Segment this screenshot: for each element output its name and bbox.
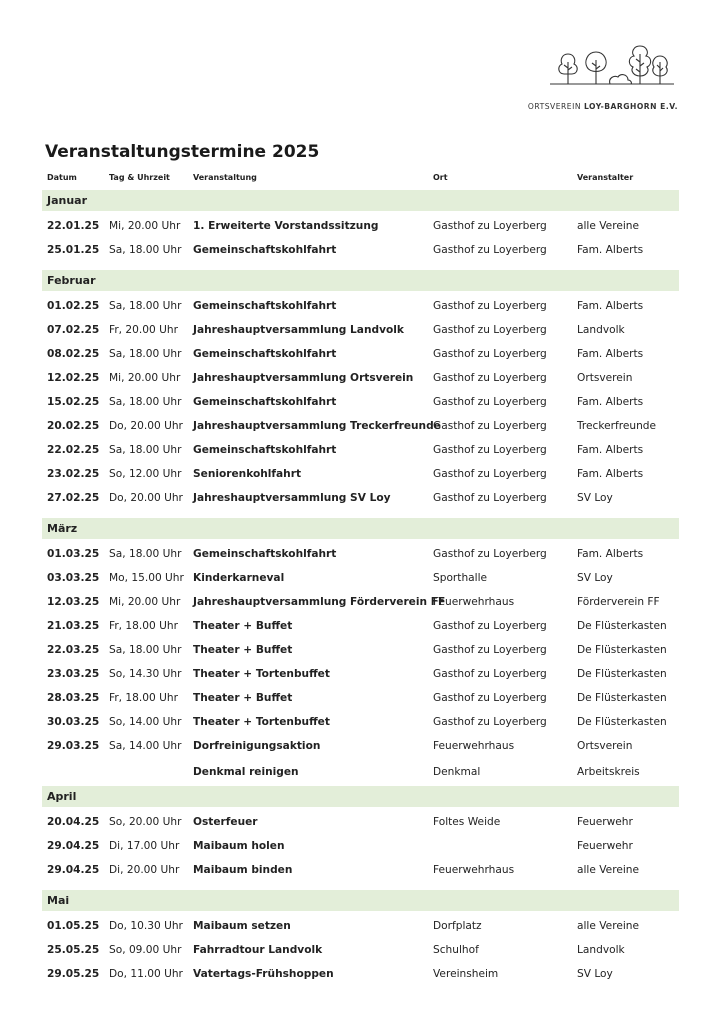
table-row	[42, 615, 679, 639]
event-name: Gemeinschaftskohlfahrt	[193, 244, 337, 256]
column-header-place: Ort	[433, 173, 448, 182]
event-time: Mo, 15.00 Uhr	[109, 572, 184, 584]
page-title: Veranstaltungstermine 2025	[45, 142, 320, 162]
event-time: So, 14.30 Uhr	[109, 668, 182, 680]
event-host: De Flüsterkasten	[577, 644, 667, 656]
event-place: Denkmal	[433, 766, 481, 778]
table-row	[42, 915, 679, 939]
event-time: Fr, 20.00 Uhr	[109, 324, 178, 336]
column-header-host: Veranstalter	[577, 173, 634, 182]
event-date: 03.03.25	[47, 572, 100, 584]
event-time: Fr, 18.00 Uhr	[109, 620, 178, 632]
event-date: 29.05.25	[47, 968, 100, 980]
event-time: Do, 10.30 Uhr	[109, 920, 183, 932]
event-place: Gasthof zu Loyerberg	[433, 644, 547, 656]
event-host: Landvolk	[577, 324, 625, 336]
event-host: Fam. Alberts	[577, 300, 644, 312]
event-name: Seniorenkohlfahrt	[193, 468, 302, 480]
month-heading: Mai	[42, 890, 679, 911]
month-section	[42, 270, 679, 511]
event-place: Feuerwehrhaus	[433, 596, 515, 608]
event-name: Theater + Buffet	[193, 692, 293, 704]
event-host: De Flüsterkasten	[577, 692, 667, 704]
event-date: 20.02.25	[47, 420, 100, 432]
event-time: Do, 11.00 Uhr	[109, 968, 183, 980]
table-row	[42, 319, 679, 343]
table-row	[42, 367, 679, 391]
event-name: Jahreshauptversammlung Ortsverein	[193, 372, 414, 384]
table-row	[42, 463, 679, 487]
table-row	[42, 835, 679, 859]
event-host: Förderverein FF	[577, 596, 660, 608]
event-name: Maibaum holen	[193, 840, 285, 852]
event-date: 20.04.25	[47, 816, 100, 828]
event-date: 23.03.25	[47, 668, 100, 680]
org-prefix: ORTSVEREIN	[527, 102, 582, 111]
event-name: Kinderkarneval	[193, 572, 285, 584]
event-time: Do, 20.00 Uhr	[109, 420, 183, 432]
table-row	[42, 663, 679, 687]
event-time: Sa, 18.00 Uhr	[109, 300, 182, 312]
event-time: So, 14.00 Uhr	[109, 716, 182, 728]
event-date: 07.02.25	[47, 324, 100, 336]
event-place: Gasthof zu Loyerberg	[433, 668, 547, 680]
event-time: Sa, 18.00 Uhr	[109, 244, 182, 256]
event-time: So, 09.00 Uhr	[109, 944, 182, 956]
table-row	[42, 239, 679, 263]
table-row	[42, 591, 679, 615]
table-row	[42, 343, 679, 367]
event-name: Theater + Buffet	[193, 620, 293, 632]
event-time: So, 20.00 Uhr	[109, 816, 182, 828]
month-section	[42, 518, 679, 779]
event-time: Sa, 18.00 Uhr	[109, 644, 182, 656]
table-row	[42, 415, 679, 439]
event-name: Gemeinschaftskohlfahrt	[193, 396, 337, 408]
event-name: Osterfeuer	[193, 816, 258, 828]
event-date: 27.02.25	[47, 492, 100, 504]
event-host: Ortsverein	[577, 740, 633, 752]
event-place: Gasthof zu Loyerberg	[433, 220, 547, 232]
event-time: Mi, 20.00 Uhr	[109, 596, 181, 608]
event-time: Di, 20.00 Uhr	[109, 864, 180, 876]
event-host: De Flüsterkasten	[577, 668, 667, 680]
event-place: Dorfplatz	[433, 920, 482, 932]
table-row	[42, 487, 679, 511]
event-date: 28.03.25	[47, 692, 100, 704]
event-name: Gemeinschaftskohlfahrt	[193, 348, 337, 360]
table-row	[42, 543, 679, 567]
event-date: 01.02.25	[47, 300, 100, 312]
event-host: Fam. Alberts	[577, 244, 644, 256]
event-date: 08.02.25	[47, 348, 100, 360]
event-date: 12.02.25	[47, 372, 100, 384]
event-place: Gasthof zu Loyerberg	[433, 324, 547, 336]
event-host: alle Vereine	[577, 220, 640, 232]
event-host: alle Vereine	[577, 864, 640, 876]
event-time: Di, 17.00 Uhr	[109, 840, 180, 852]
month-sections	[42, 190, 679, 987]
event-host: De Flüsterkasten	[577, 620, 667, 632]
event-time: Mi, 20.00 Uhr	[109, 220, 181, 232]
event-place: Gasthof zu Loyerberg	[433, 492, 547, 504]
event-name: Theater + Tortenbuffet	[193, 668, 330, 680]
table-row	[42, 859, 679, 883]
event-host: De Flüsterkasten	[577, 716, 667, 728]
event-date: 22.02.25	[47, 444, 100, 456]
event-host: Landvolk	[577, 944, 625, 956]
table-row	[42, 295, 679, 319]
event-date: 22.03.25	[47, 644, 100, 656]
column-header-time: Tag & Uhrzeit	[109, 173, 170, 182]
event-name: Theater + Tortenbuffet	[193, 716, 330, 728]
table-row	[42, 711, 679, 735]
month-heading: April	[42, 786, 679, 807]
event-name: Jahreshauptversammlung SV Loy	[193, 492, 391, 504]
event-name: Vatertags-Frühshoppen	[193, 968, 334, 980]
event-date: 30.03.25	[47, 716, 100, 728]
table-row	[42, 567, 679, 591]
event-host: SV Loy	[577, 572, 613, 584]
month-section	[42, 190, 679, 263]
event-date: 01.03.25	[47, 548, 100, 560]
event-name: Dorfreinigungsaktion	[193, 740, 321, 752]
event-host: Fam. Alberts	[577, 444, 644, 456]
event-date: 29.04.25	[47, 840, 100, 852]
table-row	[42, 639, 679, 663]
event-place: Foltes Weide	[433, 816, 501, 828]
month-heading: Januar	[42, 190, 679, 211]
event-host: Fam. Alberts	[577, 548, 644, 560]
table-row	[42, 391, 679, 415]
table-header	[42, 168, 679, 190]
event-date: 29.03.25	[47, 740, 100, 752]
event-host: Arbeitskreis	[577, 766, 640, 778]
event-place: Gasthof zu Loyerberg	[433, 548, 547, 560]
trees-logo-icon	[548, 42, 676, 92]
event-place: Gasthof zu Loyerberg	[433, 620, 547, 632]
column-header-date: Datum	[47, 173, 77, 182]
event-date: 25.01.25	[47, 244, 100, 256]
event-name: Gemeinschaftskohlfahrt	[193, 444, 337, 456]
table-row	[42, 939, 679, 963]
event-place: Schulhof	[433, 944, 479, 956]
event-host: Fam. Alberts	[577, 348, 644, 360]
month-section	[42, 890, 679, 987]
event-host: Feuerwehr	[577, 816, 633, 828]
event-place: Gasthof zu Loyerberg	[433, 372, 547, 384]
table-row	[42, 687, 679, 711]
event-place: Gasthof zu Loyerberg	[433, 716, 547, 728]
month-heading: März	[42, 518, 679, 539]
event-time: Sa, 18.00 Uhr	[109, 548, 182, 560]
organization-name	[528, 102, 678, 111]
event-time: Sa, 18.00 Uhr	[109, 348, 182, 360]
event-place: Gasthof zu Loyerberg	[433, 692, 547, 704]
event-name: Gemeinschaftskohlfahrt	[193, 300, 337, 312]
event-name: Fahrradtour Landvolk	[193, 944, 323, 956]
event-name: 1. Erweiterte Vorstandssitzung	[193, 220, 379, 232]
event-date: 15.02.25	[47, 396, 100, 408]
event-place: Gasthof zu Loyerberg	[433, 444, 547, 456]
event-place: Feuerwehrhaus	[433, 864, 515, 876]
event-date: 25.05.25	[47, 944, 100, 956]
event-host: Fam. Alberts	[577, 396, 644, 408]
event-name: Jahreshauptversammlung Landvolk	[193, 324, 404, 336]
event-place: Feuerwehrhaus	[433, 740, 515, 752]
event-date: 12.03.25	[47, 596, 100, 608]
event-time: Fr, 18.00 Uhr	[109, 692, 178, 704]
event-time: Sa, 18.00 Uhr	[109, 444, 182, 456]
events-table	[42, 168, 679, 994]
table-row	[42, 735, 679, 779]
month-heading: Februar	[42, 270, 679, 291]
event-host: Treckerfreunde	[577, 420, 657, 432]
event-time: Sa, 18.00 Uhr	[109, 396, 182, 408]
column-header-event: Veranstaltung	[193, 173, 257, 182]
event-host: Fam. Alberts	[577, 468, 644, 480]
month-section	[42, 786, 679, 883]
event-place: Gasthof zu Loyerberg	[433, 348, 547, 360]
event-date: 22.01.25	[47, 220, 100, 232]
event-time: So, 12.00 Uhr	[109, 468, 182, 480]
event-date: 29.04.25	[47, 864, 100, 876]
table-row	[42, 963, 679, 987]
event-host: SV Loy	[577, 968, 613, 980]
event-date: 21.03.25	[47, 620, 100, 632]
event-place: Gasthof zu Loyerberg	[433, 468, 547, 480]
event-place: Gasthof zu Loyerberg	[433, 396, 547, 408]
event-name: Maibaum setzen	[193, 920, 291, 932]
event-place: Gasthof zu Loyerberg	[433, 420, 547, 432]
event-host: Feuerwehr	[577, 840, 633, 852]
event-name: Jahreshauptversammlung Treckerfreunde	[193, 420, 441, 432]
event-time: Mi, 20.00 Uhr	[109, 372, 181, 384]
event-time: Do, 20.00 Uhr	[109, 492, 183, 504]
event-place: Gasthof zu Loyerberg	[433, 300, 547, 312]
event-host: alle Vereine	[577, 920, 640, 932]
event-date: 01.05.25	[47, 920, 100, 932]
table-row	[42, 439, 679, 463]
org-name: LOY-BARGHORN E.V.	[583, 102, 678, 111]
event-name: Gemeinschaftskohlfahrt	[193, 548, 337, 560]
event-name: Maibaum binden	[193, 864, 293, 876]
event-name: Theater + Buffet	[193, 644, 293, 656]
event-host: SV Loy	[577, 492, 613, 504]
event-name: Denkmal reinigen	[193, 766, 299, 778]
table-row	[42, 811, 679, 835]
event-host: Ortsverein	[577, 372, 633, 384]
event-name: Jahreshauptversammlung Förderverein FF	[193, 596, 446, 608]
event-date: 23.02.25	[47, 468, 100, 480]
event-time: Sa, 14.00 Uhr	[109, 740, 182, 752]
event-place: Gasthof zu Loyerberg	[433, 244, 547, 256]
event-place: Sporthalle	[433, 572, 488, 584]
event-place: Vereinsheim	[433, 968, 499, 980]
table-row	[42, 215, 679, 239]
